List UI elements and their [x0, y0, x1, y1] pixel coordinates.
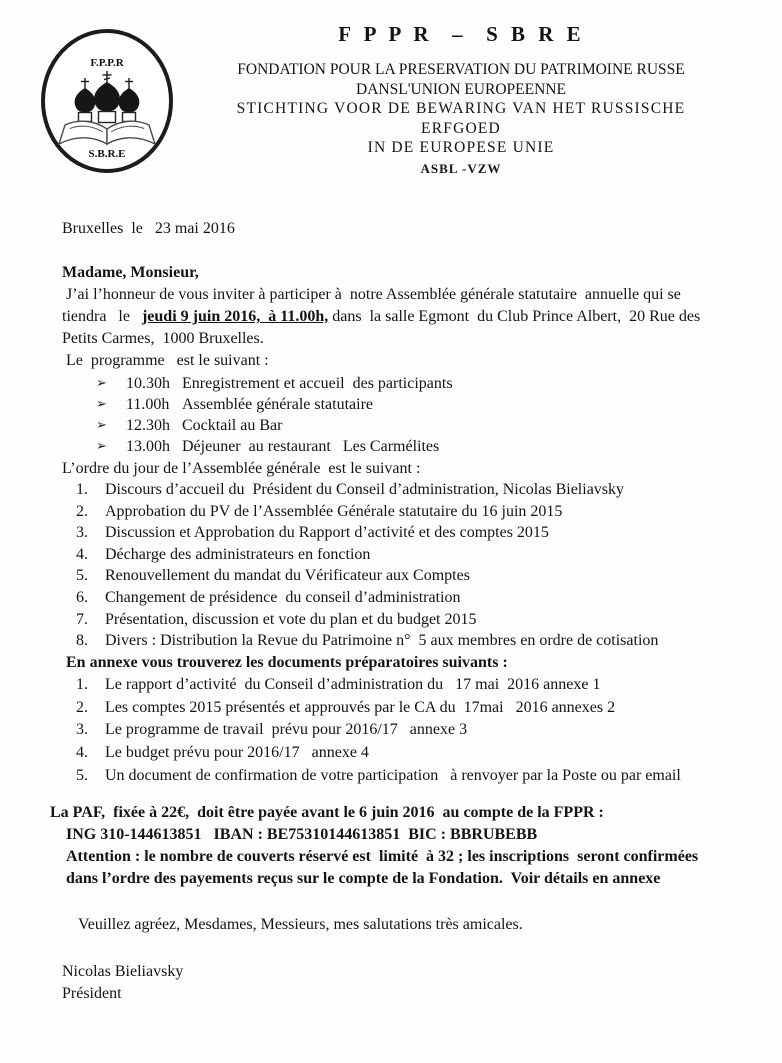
- annex-intro: En annexe vous trouverez les documents préparatoires suivants :: [62, 653, 508, 671]
- arrow-bullet-icon: ➢: [96, 418, 107, 433]
- agenda-item-number: 4.: [76, 545, 88, 563]
- payment-info-block: [50, 802, 726, 890]
- agenda-list: [62, 479, 726, 652]
- letterhead-text: [198, 0, 724, 177]
- org-name-line-fr-2: DANSL'UNION EUROPEENNE: [356, 80, 566, 98]
- bank-account-line: ING 310-144613851 IBAN : BE75310144613851 BIC : BBRUBEBB: [66, 825, 538, 843]
- program-item: [62, 436, 726, 457]
- invitation-text-after: dans la salle Egmont du Club Prince Albert, 20 Rue des Petits Carmes, 1000 Bruxelles.: [62, 308, 705, 347]
- signature-title: Président: [62, 984, 122, 1002]
- annex-item-text: Le programme de travail prévu pour 2016/17 annexe 3: [105, 721, 468, 739]
- agenda-item: [62, 609, 726, 631]
- program-time: 12.30h: [126, 417, 170, 434]
- annex-item: [62, 742, 726, 765]
- dateline: Bruxelles le 23 mai 2016: [62, 220, 235, 237]
- agenda-item: [62, 522, 726, 544]
- agenda-item: [62, 501, 726, 523]
- agenda-item: [62, 479, 726, 501]
- logo-top-text: F.P.P.R: [90, 57, 124, 69]
- agenda-item-text: Renouvellement du mandat du Vérificateur aux Comptes: [105, 567, 470, 585]
- program-time: 10.30h: [126, 375, 170, 392]
- arrow-bullet-icon: ➢: [96, 397, 107, 412]
- salutation: Madame, Monsieur,: [62, 264, 199, 281]
- annex-item-text: Un document de confirmation de votre participation à renvoyer par la Poste ou par email: [105, 766, 681, 784]
- annex-item-text: Les comptes 2015 présentés et approuvés par le CA du 17mai 2016 annexes 2: [105, 698, 616, 716]
- invitation-paragraph: [62, 284, 726, 350]
- letterhead: [0, 0, 782, 178]
- agenda-item-number: 7.: [76, 610, 88, 628]
- agenda-item: [62, 630, 726, 652]
- organization-logo: [34, 26, 182, 176]
- agenda-item-number: 2.: [76, 502, 88, 520]
- agenda-item-text: Changement de présidence du conseil d’administration: [105, 588, 461, 606]
- annex-item-number: 4.: [76, 744, 88, 762]
- program-label: Déjeuner au restaurant Les Carmélites: [182, 438, 440, 455]
- program-time: 11.00h: [126, 396, 170, 413]
- arrow-bullet-icon: ➢: [96, 439, 107, 454]
- program-label: Cocktail au Bar: [182, 417, 283, 434]
- agenda-item-number: 3.: [76, 524, 88, 542]
- program-item: [62, 394, 726, 415]
- invitation-text-before: J’ai l’honneur de vous inviter à participer à notre Assemblée générale statutaire annuelle qui se tiendra le: [62, 286, 685, 325]
- agenda-item-text: Discours d’accueil du Président du Conseil d’administration, Nicolas Bieliavsky: [105, 481, 625, 498]
- signature-name: Nicolas Bieliavsky: [62, 962, 184, 980]
- org-acronym-title: F P P R – S B R E: [338, 22, 584, 46]
- annex-item-number: 1.: [76, 675, 88, 693]
- annex-item-number: 3.: [76, 721, 88, 739]
- annex-list: [62, 674, 726, 788]
- arrow-bullet-icon: ➢: [96, 376, 107, 391]
- annex-item-number: 5.: [76, 766, 88, 784]
- agenda-intro: L’ordre du jour de l’Assemblée générale est le suivant :: [62, 460, 421, 477]
- payment-amount-line: La PAF, fixée à 22€, doit être payée avant le 6 juin 2016 au compte de la FPPR :: [50, 803, 604, 821]
- annex-item-number: 2.: [76, 698, 88, 716]
- agenda-item: [62, 565, 726, 587]
- program-time: 13.00h: [126, 438, 170, 455]
- legal-form-label: ASBL -VZW: [420, 160, 502, 176]
- org-name-line-nl-1: STICHTING VOOR DE BEWARING VAN HET RUSSISCHE ERFGOED: [236, 100, 691, 137]
- annex-item-text: Le budget prévu pour 2016/17 annexe 4: [105, 744, 369, 762]
- annex-item: [62, 765, 726, 788]
- org-name-line-fr-1: FONDATION POUR LA PRESERVATION DU PATRIMOINE RUSSE: [237, 61, 685, 78]
- meeting-date-highlight: jeudi 9 juin 2016, à 11.00h,: [141, 308, 329, 325]
- program-label: Enregistrement et accueil des participants: [182, 375, 453, 392]
- annex-item-text: Le rapport d’activité du Conseil d’administration du 17 mai 2016 annexe 1: [105, 675, 601, 693]
- agenda-item-text: Présentation, discussion et vote du plan et du budget 2015: [105, 610, 477, 628]
- agenda-item-text: Approbation du PV de l’Assemblée Générale statutaire du 16 juin 2015: [105, 502, 563, 520]
- agenda-item-number: 1.: [76, 481, 88, 498]
- org-name-line-nl-2: IN DE EUROPESE UNIE: [367, 139, 555, 156]
- program-item: [62, 373, 726, 394]
- closing-salutation: Veuillez agréez, Mesdames, Messieurs, mes salutations très amicales.: [62, 915, 523, 933]
- annex-item: [62, 697, 726, 720]
- annex-item: [62, 674, 726, 697]
- program-intro: Le programme est le suivant :: [62, 352, 269, 369]
- logo-bottom-text: S.B.R.E: [88, 148, 126, 160]
- agenda-item-text: Divers : Distribution la Revue du Patrimoine n° 5 aux membres en ordre de cotisation: [105, 632, 659, 650]
- agenda-item: [62, 587, 726, 609]
- annex-item: [62, 719, 726, 742]
- program-list: [62, 373, 726, 457]
- program-item: [62, 415, 726, 436]
- agenda-item-text: Décharge des administrateurs en fonction: [105, 545, 371, 563]
- agenda-item-number: 8.: [76, 632, 88, 650]
- payment-warning-line: Attention : le nombre de couverts réservé est limité à 32 ; les inscriptions seront confirmées dans l’ordre des payements reçus sur le compte de la Fondation. Voir détails en annexe: [66, 847, 703, 887]
- program-label: Assemblée générale statutaire: [182, 396, 374, 413]
- agenda-item-number: 5.: [76, 567, 88, 585]
- agenda-item-text: Discussion et Approbation du Rapport d’activité et des comptes 2015: [105, 524, 549, 542]
- logo-emblem-icon: [34, 26, 182, 176]
- agenda-item: [62, 544, 726, 566]
- letter-body: [0, 218, 782, 1005]
- agenda-item-number: 6.: [76, 588, 88, 606]
